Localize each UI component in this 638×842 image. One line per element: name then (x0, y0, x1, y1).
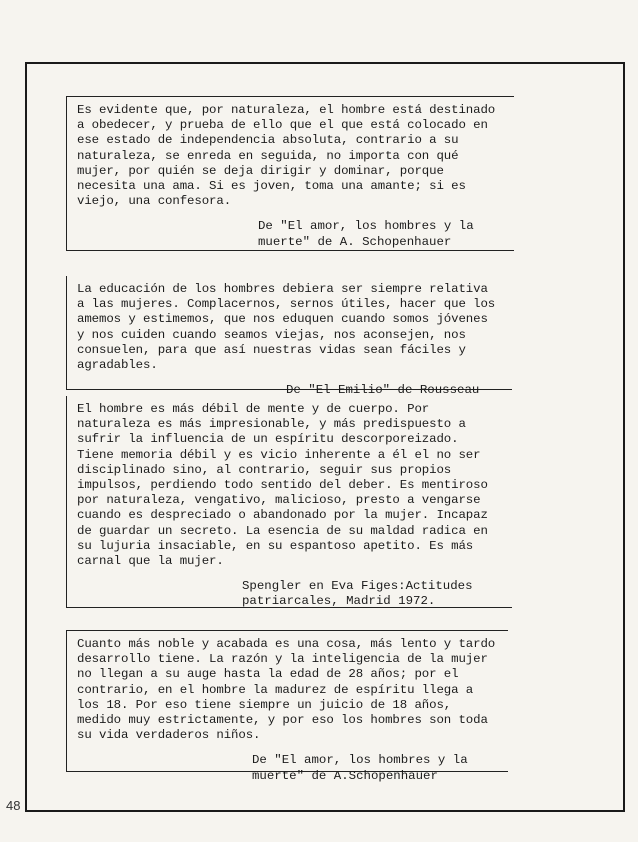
source-line-1: De "El amor, los hombres y la (252, 753, 468, 768)
source-line-2: muerte" de A.Schopenhauer (252, 768, 438, 783)
quote-source (77, 579, 502, 609)
source-line-1: Spengler en Eva Figes:Actitudes (242, 579, 473, 594)
source-line-1: De "El Emilio" de Rousseau (286, 383, 480, 398)
quote-source (77, 219, 504, 249)
quote-box-rousseau (66, 276, 512, 398)
source-line-1: De "El amor, los hombres y la (258, 219, 474, 234)
quote-text: El hombre es más débil de mente y de cuerpo. Por naturaleza es más impresionable, y más predispuesto a sufrir la influencia de un espíritu descorporeizado. Tiene memoria débil y es vicio inherente a él el no ser disciplinado sino, al contrario, seguir sus propios impulsos, perdiendo todo sentido del deber. Es mentiroso por naturaleza, vengativo, malicioso, presto a vengarse cuando es despreciado o abandonado por la mujer. Incapaz de guardar un secreto. La esencia de su maldad radica en su lujuria insaciable, en su espantoso apetito. Es más carnal que la mujer. (77, 402, 488, 569)
quote-box-schopenhauer-1 (66, 96, 514, 251)
page-number: 48 (6, 798, 21, 813)
source-line-2: patriarcales, Madrid 1972. (242, 594, 436, 609)
quote-text: Cuanto más noble y acabada es una cosa, más lento y tardo desarrollo tiene. La razón y la inteligencia de la mujer no llegan a su auge hasta la edad de 28 años; por el contrario, en el hombre la madurez de espíritu llega a los 18. Por eso tiene siempre un juicio de 18 años, medido muy estrictamente, y por eso los hombres son toda su vida verdaderos niños. (77, 637, 496, 743)
quote-box-spengler (66, 396, 512, 608)
quote-text: Es evidente que, por naturaleza, el hombre está destinado a obedecer, y prueba de ello que el que está colocado en ese estado de independencia absoluta, contrario a su naturaleza, se enreda en seguida, no importa con qué mujer, por quién se deja dirigir y dominar, porque necesita una ama. Si es joven, toma una amante; si es viejo, una confesora. (77, 103, 496, 209)
source-line-2: muerte" de A. Schopenhauer (258, 234, 452, 249)
quote-box-schopenhauer-2 (66, 630, 508, 783)
quote-source (77, 753, 498, 783)
quote-text: La educación de los hombres debiera ser siempre relativa a las mujeres. Complacernos, sernos útiles, hacer que los amemos y estimemos, que nos eduquen cuando somos jóvenes y nos cuiden cuando seamos viejas, nos aconsejen, nos consuelen, para que así nuestras vidas sean fáciles y agradables. (77, 282, 496, 373)
